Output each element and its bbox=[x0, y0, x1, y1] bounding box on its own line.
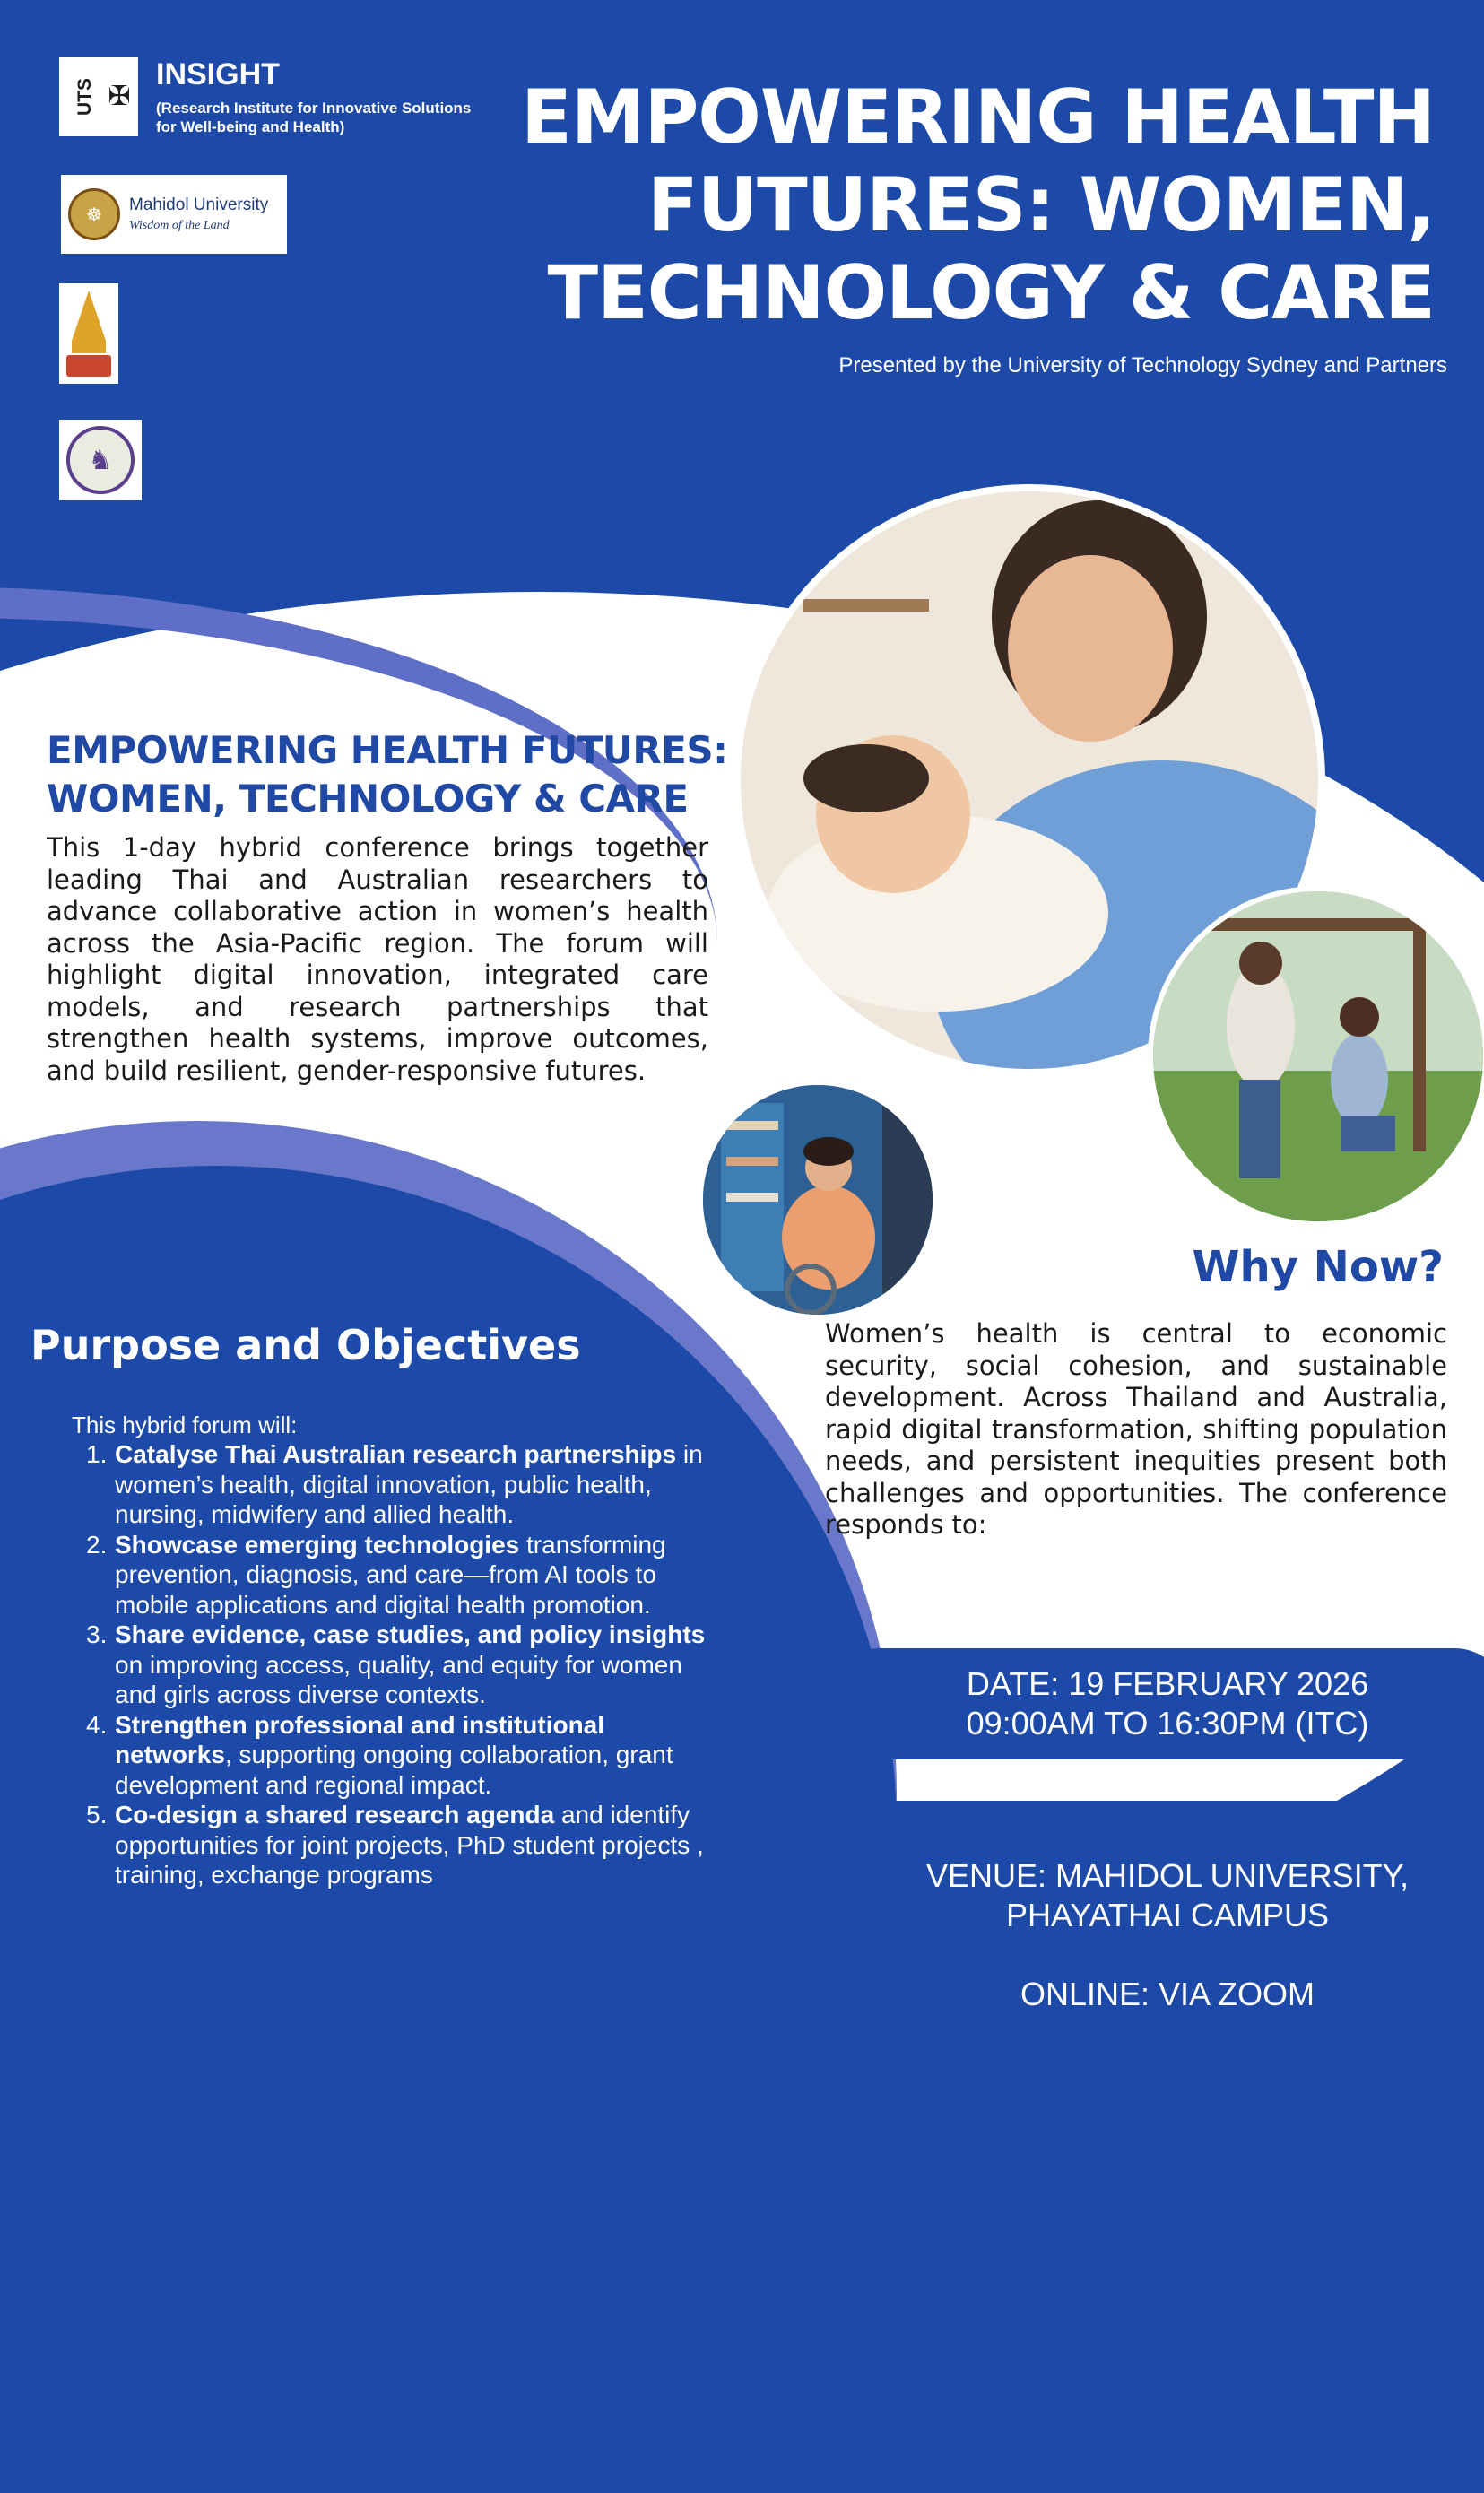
event-date: DATE: 19 FEBRUARY 2026 bbox=[966, 1665, 1369, 1702]
objective-item: 2. Showcase emerging technologies transforming prevention, diagnosis, and care—from AI tools to mobile applications and digital health promotion. bbox=[86, 1530, 666, 1619]
uts-logo-text: UTS bbox=[74, 78, 96, 116]
venue-pill bbox=[827, 1801, 1484, 2070]
chulalongkorn-crest-icon bbox=[59, 283, 118, 384]
wheelchair-library-photo bbox=[703, 1085, 933, 1315]
why-now-heading: Why Now? bbox=[1192, 1242, 1444, 1292]
event-time: 09:00AM TO 16:30PM (ITC) bbox=[966, 1705, 1369, 1742]
mahidol-logo bbox=[61, 175, 287, 254]
objective-item: 4. Strengthen professional and institutional networks, supporting ongoing collaboration, grant development and regional impact. bbox=[86, 1710, 673, 1799]
faculty-seal-icon: ♞ bbox=[59, 420, 142, 500]
venue-line-2: PHAYATHAI CAMPUS bbox=[1005, 1897, 1330, 1933]
date-pill bbox=[827, 1648, 1484, 1759]
purpose-intro: This hybrid forum will: bbox=[72, 1412, 298, 1438]
presented-by: Presented by the University of Technology Sydney and Partners bbox=[838, 353, 1447, 378]
purpose-heading: Purpose and Objectives bbox=[30, 1321, 581, 1369]
objective-item: 1. Catalyse Thai Australian research partnerships in women’s health, digital innovation, public health, nursing, midwifery and allied health. bbox=[86, 1440, 703, 1528]
venue-line-1: VENUE: MAHIDOL UNIVERSITY, bbox=[925, 1857, 1410, 1894]
page-title: EMPOWERING HEALTH FUTURES: WOMEN, TECHNOLOGY & CARE bbox=[521, 74, 1435, 336]
objective-item: 5. Co-design a shared research agenda and identify opportunities for joint projects, PhD student projects , training, exchange programs bbox=[86, 1801, 704, 1889]
why-now-body: Women’s health is central to economic security, social cohesion, and sustainable development. Across Thailand and Australia, rapid digital transformation, shifting population needs, and persistent inequities present both challenges and opportunities. The conference responds to: bbox=[825, 1318, 1447, 1540]
insight-title: INSIGHT bbox=[156, 57, 280, 91]
uts-logo bbox=[59, 57, 138, 136]
mahidol-motto: Wisdom of the Land bbox=[129, 219, 230, 232]
objectives-list bbox=[86, 1439, 725, 1890]
mahidol-seal-icon: ☸ bbox=[68, 188, 120, 240]
mahidol-name: Mahidol University bbox=[129, 195, 269, 214]
intro-body: This 1-day hybrid conference brings together leading Thai and Australian researchers to advance collaborative action in women’s health across the Asia-Pacific region. The forum will highlight digital innovation, integrated care models, and research partnerships that strengthen health systems, improve outcomes, and build resilient, gender-responsive futures. bbox=[47, 832, 708, 1086]
objective-item: 3. Share evidence, case studies, and policy insights on improving access, quality, and equity for women and girls across diverse contexts. bbox=[86, 1620, 706, 1708]
swing-family-photo bbox=[1148, 886, 1484, 1227]
uts-crest-icon: ✠ bbox=[108, 81, 131, 112]
online-line: ONLINE: VIA ZOOM bbox=[1020, 1976, 1315, 2012]
intro-heading: EMPOWERING HEALTH FUTURES: WOMEN, TECHNOLOGY & CARE bbox=[47, 728, 728, 821]
insight-subtitle: (Research Institute for Innovative Solutions for Well-being and Health) bbox=[156, 100, 472, 135]
